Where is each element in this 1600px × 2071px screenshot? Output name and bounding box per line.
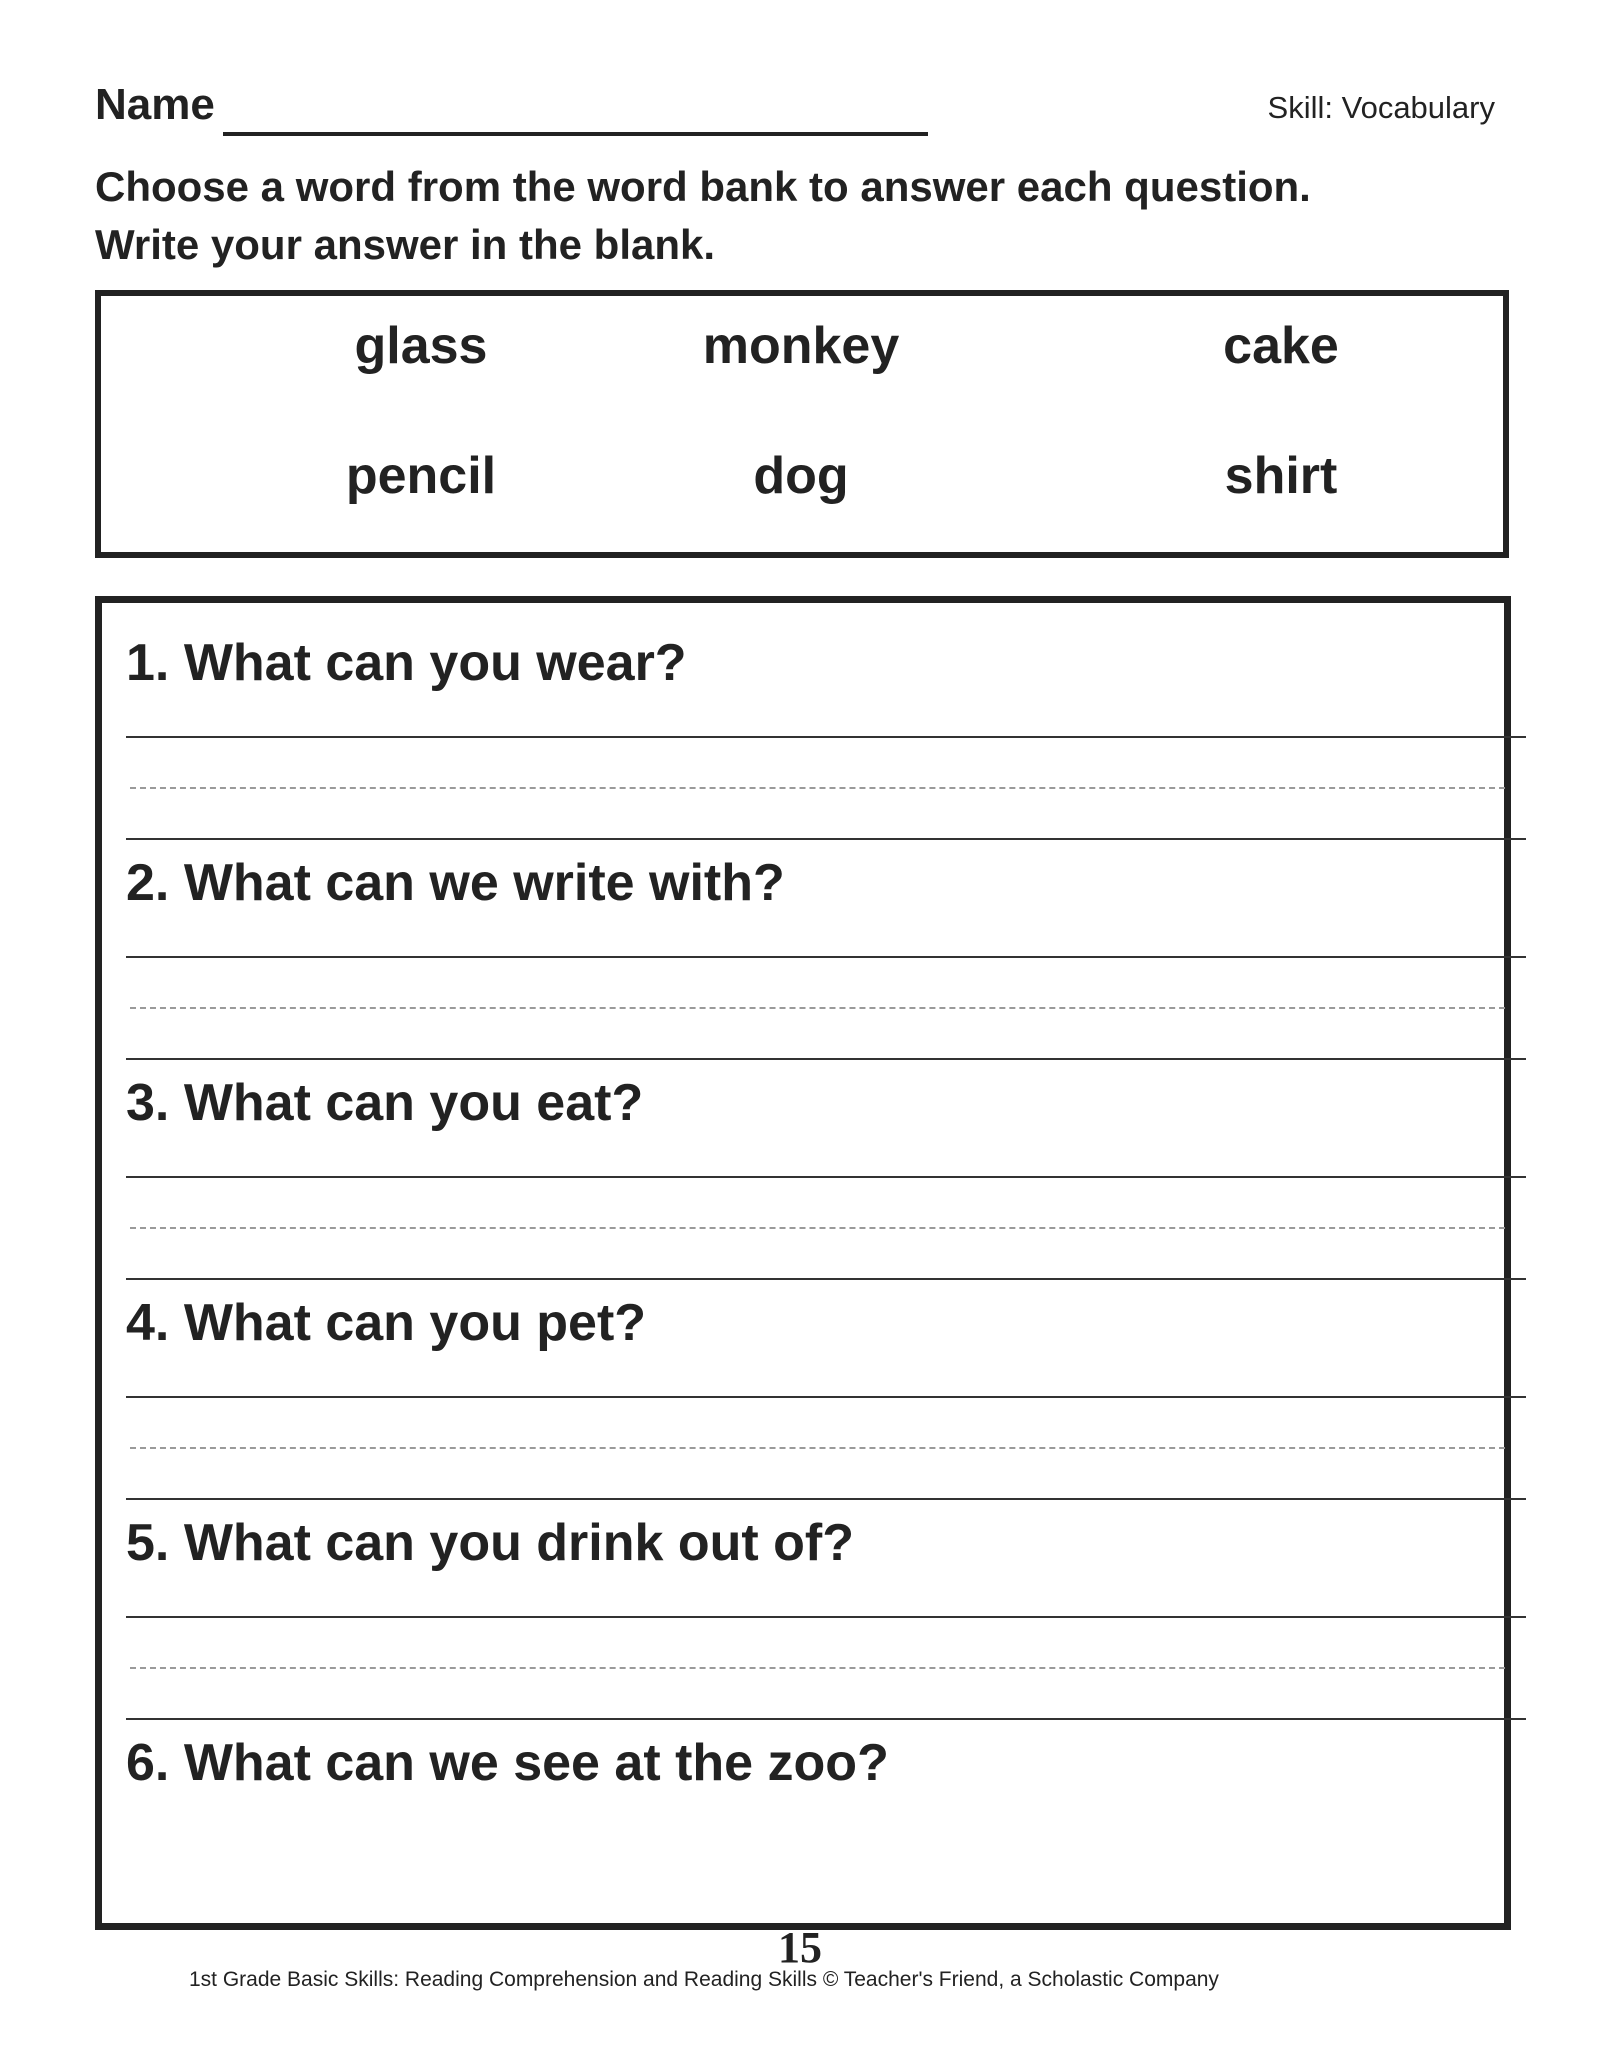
name-label: Name xyxy=(95,80,215,129)
answer-line-dashed xyxy=(130,1007,1505,1009)
question-item xyxy=(102,633,1504,853)
word-bank-item: shirt xyxy=(1224,447,1338,505)
answer-line-dashed xyxy=(130,787,1505,789)
word-bank-item: monkey xyxy=(702,317,900,375)
question-item xyxy=(102,1293,1504,1513)
questions-box xyxy=(95,596,1511,1930)
answer-line-bottom[interactable] xyxy=(126,1498,1526,1500)
answer-line-dashed xyxy=(130,1227,1505,1229)
answer-line-top xyxy=(126,1616,1526,1618)
answer-line-bottom[interactable] xyxy=(126,1278,1526,1280)
answer-line-top xyxy=(126,736,1526,738)
directions-line-2: Write your answer in the blank. xyxy=(95,221,716,268)
question-text: 2. What can we write with? xyxy=(126,854,785,912)
question-item xyxy=(102,1073,1504,1293)
question-text: 3. What can you eat? xyxy=(126,1074,644,1132)
word-bank-item: dog xyxy=(753,447,849,505)
answer-line-dashed xyxy=(130,1667,1505,1669)
question-item xyxy=(102,1733,1504,1953)
name-blank-line[interactable] xyxy=(223,132,928,136)
word-bank-item: pencil xyxy=(345,447,497,505)
answer-line-dashed xyxy=(130,1447,1505,1449)
question-item xyxy=(102,853,1504,1073)
page-number: 15 xyxy=(778,1923,822,1972)
footer-credit: 1st Grade Basic Skills: Reading Comprehension and Reading Skills © Teacher's Friend, a Scholastic Company xyxy=(189,1968,1219,1991)
answer-line-bottom[interactable] xyxy=(126,1718,1526,1720)
name-row xyxy=(95,80,1515,140)
answer-line-bottom[interactable] xyxy=(126,838,1526,840)
skill-label: Skill: Vocabulary xyxy=(1267,90,1495,125)
directions xyxy=(95,158,1515,274)
word-bank xyxy=(95,290,1509,558)
answer-line-top xyxy=(126,1176,1526,1178)
question-text: 6. What can we see at the zoo? xyxy=(126,1734,889,1792)
answer-line-top xyxy=(126,956,1526,958)
question-text: 1. What can you wear? xyxy=(126,634,687,692)
question-item xyxy=(102,1513,1504,1733)
question-text: 5. What can you drink out of? xyxy=(126,1514,854,1572)
word-bank-item: cake xyxy=(1223,317,1339,375)
question-text: 4. What can you pet? xyxy=(126,1294,647,1352)
answer-line-bottom[interactable] xyxy=(126,1058,1526,1060)
word-bank-item: glass xyxy=(354,317,488,375)
answer-line-top xyxy=(126,1396,1526,1398)
directions-line-1: Choose a word from the word bank to answer each question. xyxy=(95,163,1311,210)
